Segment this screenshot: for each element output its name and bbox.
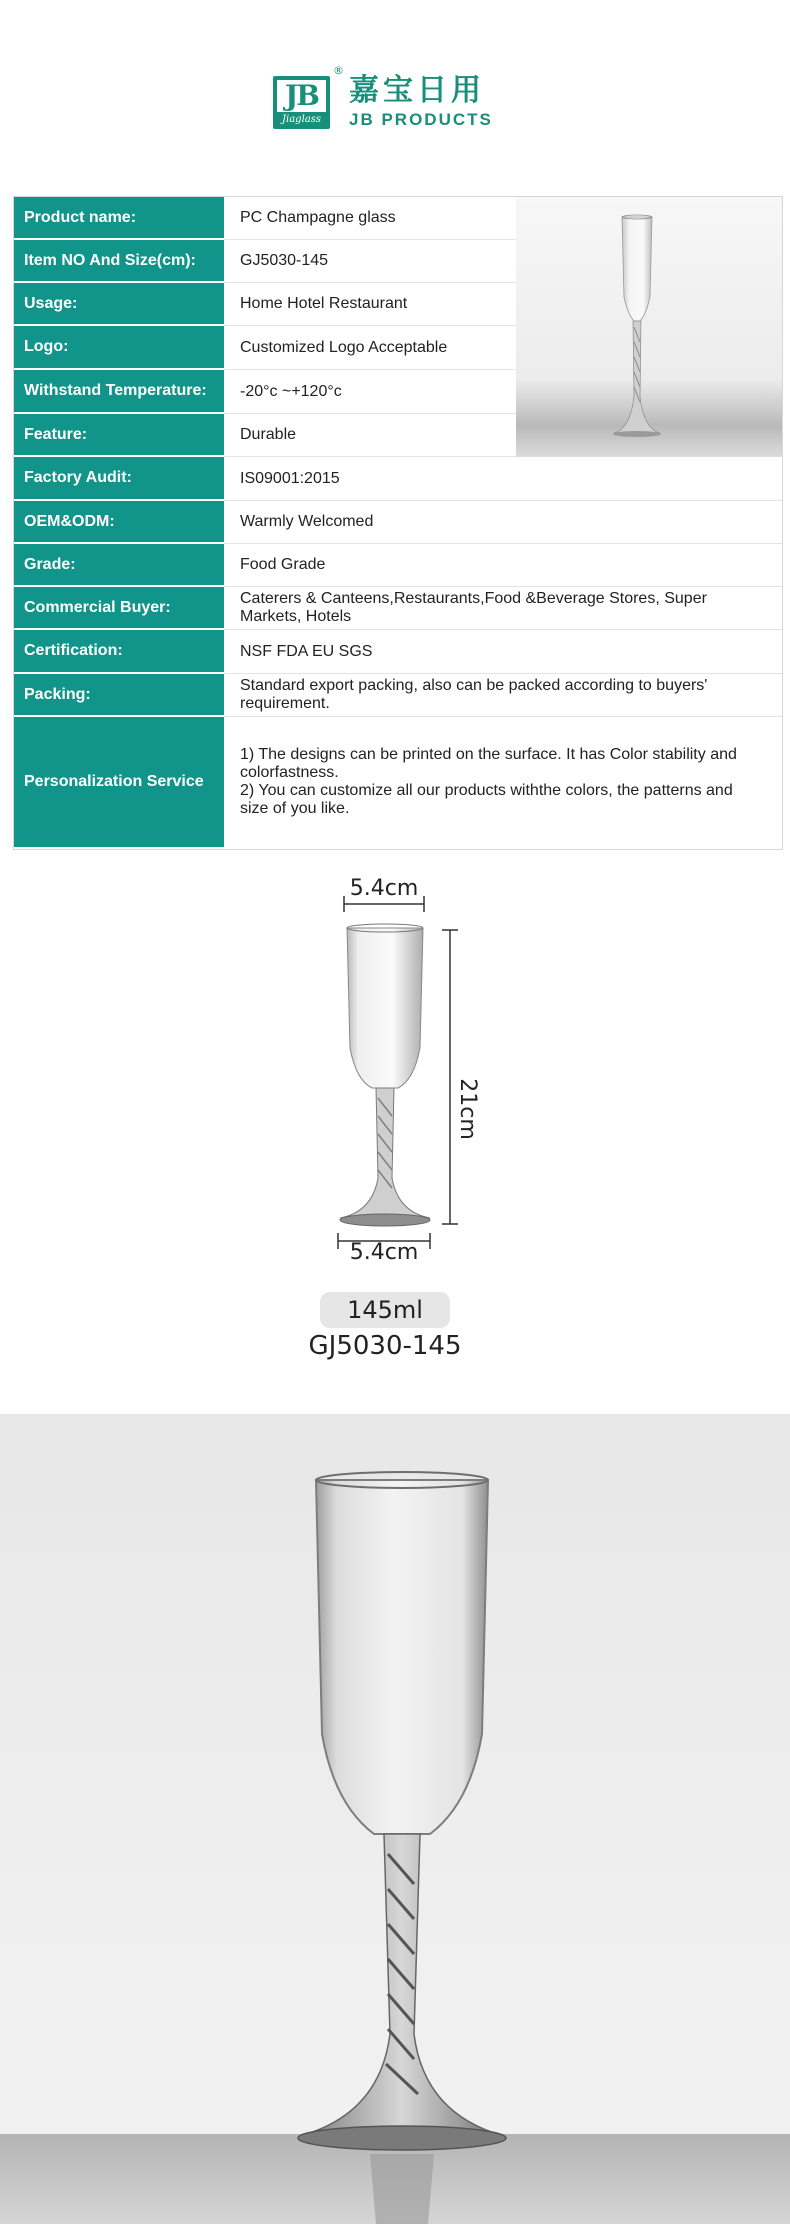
spec-value: Caterers & Canteens,Restaurants,Food &Beverage Stores, Super Markets, Hotels [224, 587, 782, 630]
registered-mark: ® [333, 64, 344, 77]
model-number: GJ5030-145 [308, 1331, 462, 1361]
height-label: 21cm [455, 1078, 480, 1140]
spec-label: Packing: [14, 674, 224, 717]
spec-value: Home Hotel Restaurant [224, 283, 529, 326]
spec-label: OEM&ODM: [14, 501, 224, 544]
spec-label: Withstand Temperature: [14, 370, 224, 414]
spec-label: Personalization Service [14, 717, 224, 847]
champagne-glass-dimension-icon [0, 848, 790, 1414]
product-thumbnail [516, 197, 782, 457]
spec-value: GJ5030-145 [224, 240, 529, 283]
spec-value: Standard export packing, also can be packed according to buyers' requirement. [224, 674, 782, 717]
spec-label: Item NO And Size(cm): [14, 240, 224, 283]
spec-label: Certification: [14, 630, 224, 674]
logo-mark-letters: JB [277, 80, 326, 112]
spec-value: Durable [224, 414, 529, 457]
base-width-label: 5.4cm [349, 1240, 419, 1265]
champagne-glass-photo-icon [0, 1414, 790, 2224]
spec-label: Feature: [14, 414, 224, 457]
capacity-badge: 145ml [320, 1292, 450, 1328]
spec-value: NSF FDA EU SGS [224, 630, 782, 674]
spec-label: Product name: [14, 197, 224, 240]
logo-script-text: Jiaglass [282, 114, 321, 125]
brand-name-cn: 嘉宝日用 [349, 73, 485, 108]
brand-name-en: JB PRODUCTS [349, 110, 493, 129]
spec-value: -20°c ~+120°c [224, 370, 529, 414]
spec-value: PC Champagne glass [224, 197, 529, 240]
spec-label: Factory Audit: [14, 457, 224, 501]
spec-value: 1) The designs can be printed on the surface. It has Color stability and colorfastness. 2) You can customize all our products withthe colors, the patterns and size of you like. [240, 746, 737, 817]
spec-value: Customized Logo Acceptable [224, 326, 529, 370]
spec-table [13, 196, 783, 850]
brand-logo [273, 64, 503, 134]
spec-label: Grade: [14, 544, 224, 587]
spec-label: Logo: [14, 326, 224, 370]
product-photo [0, 1414, 790, 2224]
spec-label: Usage: [14, 283, 224, 326]
spec-value: Food Grade [224, 544, 782, 587]
spec-value: IS09001:2015 [224, 457, 782, 501]
spec-value: Warmly Welcomed [224, 501, 782, 544]
logo-mark [273, 76, 330, 129]
dimension-diagram [0, 848, 790, 1414]
spec-label: Commercial Buyer: [14, 587, 224, 630]
top-width-label: 5.4cm [349, 876, 419, 901]
champagne-glass-thumbnail-icon [516, 197, 782, 457]
brand-header [0, 0, 790, 196]
